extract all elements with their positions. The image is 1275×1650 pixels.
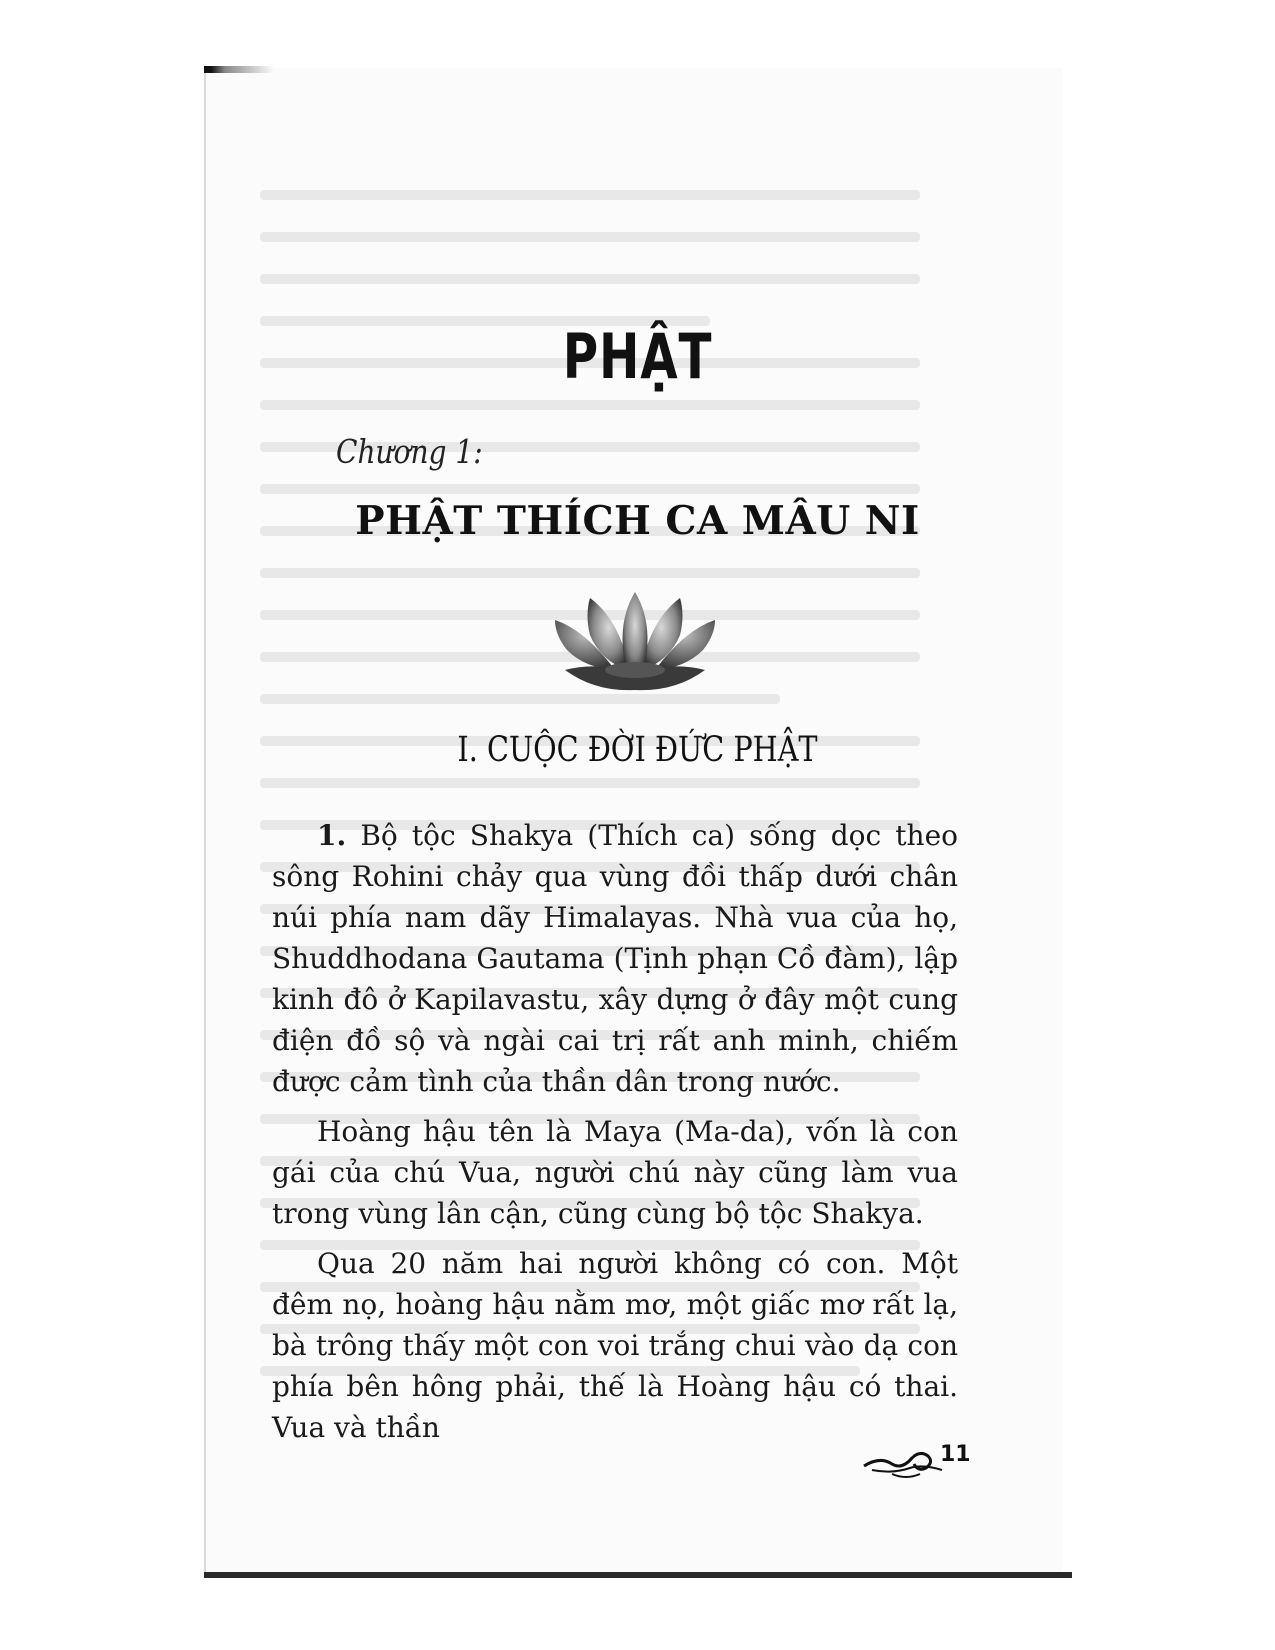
scan-edge-top — [204, 66, 274, 73]
lotus-icon — [545, 590, 725, 694]
book-main-title: PHẬT — [562, 320, 713, 393]
scan-edge-bottom — [204, 1572, 1072, 1578]
body-text — [272, 815, 958, 1457]
paragraph-1-text: Bộ tộc Shakya (Thích ca) sống dọc theo sông Rohini chảy qua vùng đồi thấp dưới chân núi phía nam dãy Himalayas. Nhà vua của họ, Shuddhodana Gautama (Tịnh phạn Cồ đàm), lập kinh đô ở Kapilavastu, xây dựng ở đây một cung điện đồ sộ và ngài cai trị rất anh minh, chiếm được cảm tình của thần dân trong nước. — [272, 819, 958, 1098]
chapter-label: Chương 1: — [336, 432, 483, 471]
paragraph-1 — [272, 815, 958, 1102]
swirl-ornament-icon — [862, 1444, 946, 1480]
paragraph-number: 1. — [317, 819, 347, 852]
paragraph-2: Hoàng hậu tên là Maya (Ma-da), vốn là con gái của chú Vua, người chú này cũng làm vua trong vùng lân cận, cũng cùng bộ tộc Shakya. — [272, 1115, 958, 1230]
lotus-svg — [545, 590, 725, 694]
paragraph-3: Qua 20 năm hai người không có con. Một đêm nọ, hoàng hậu nằm mơ, một giấc mơ rất lạ, bà trông thấy một con voi trắng chui vào dạ con phía bên hông phải, thế là Hoàng hậu có thai. Vua và thần — [272, 1247, 958, 1444]
page-number: 11 — [940, 1442, 971, 1467]
section-heading: I. CUỘC ĐỜI ĐỨC PHẬT — [457, 730, 818, 770]
chapter-title: PHẬT THÍCH CA MÂU NI — [355, 498, 920, 544]
